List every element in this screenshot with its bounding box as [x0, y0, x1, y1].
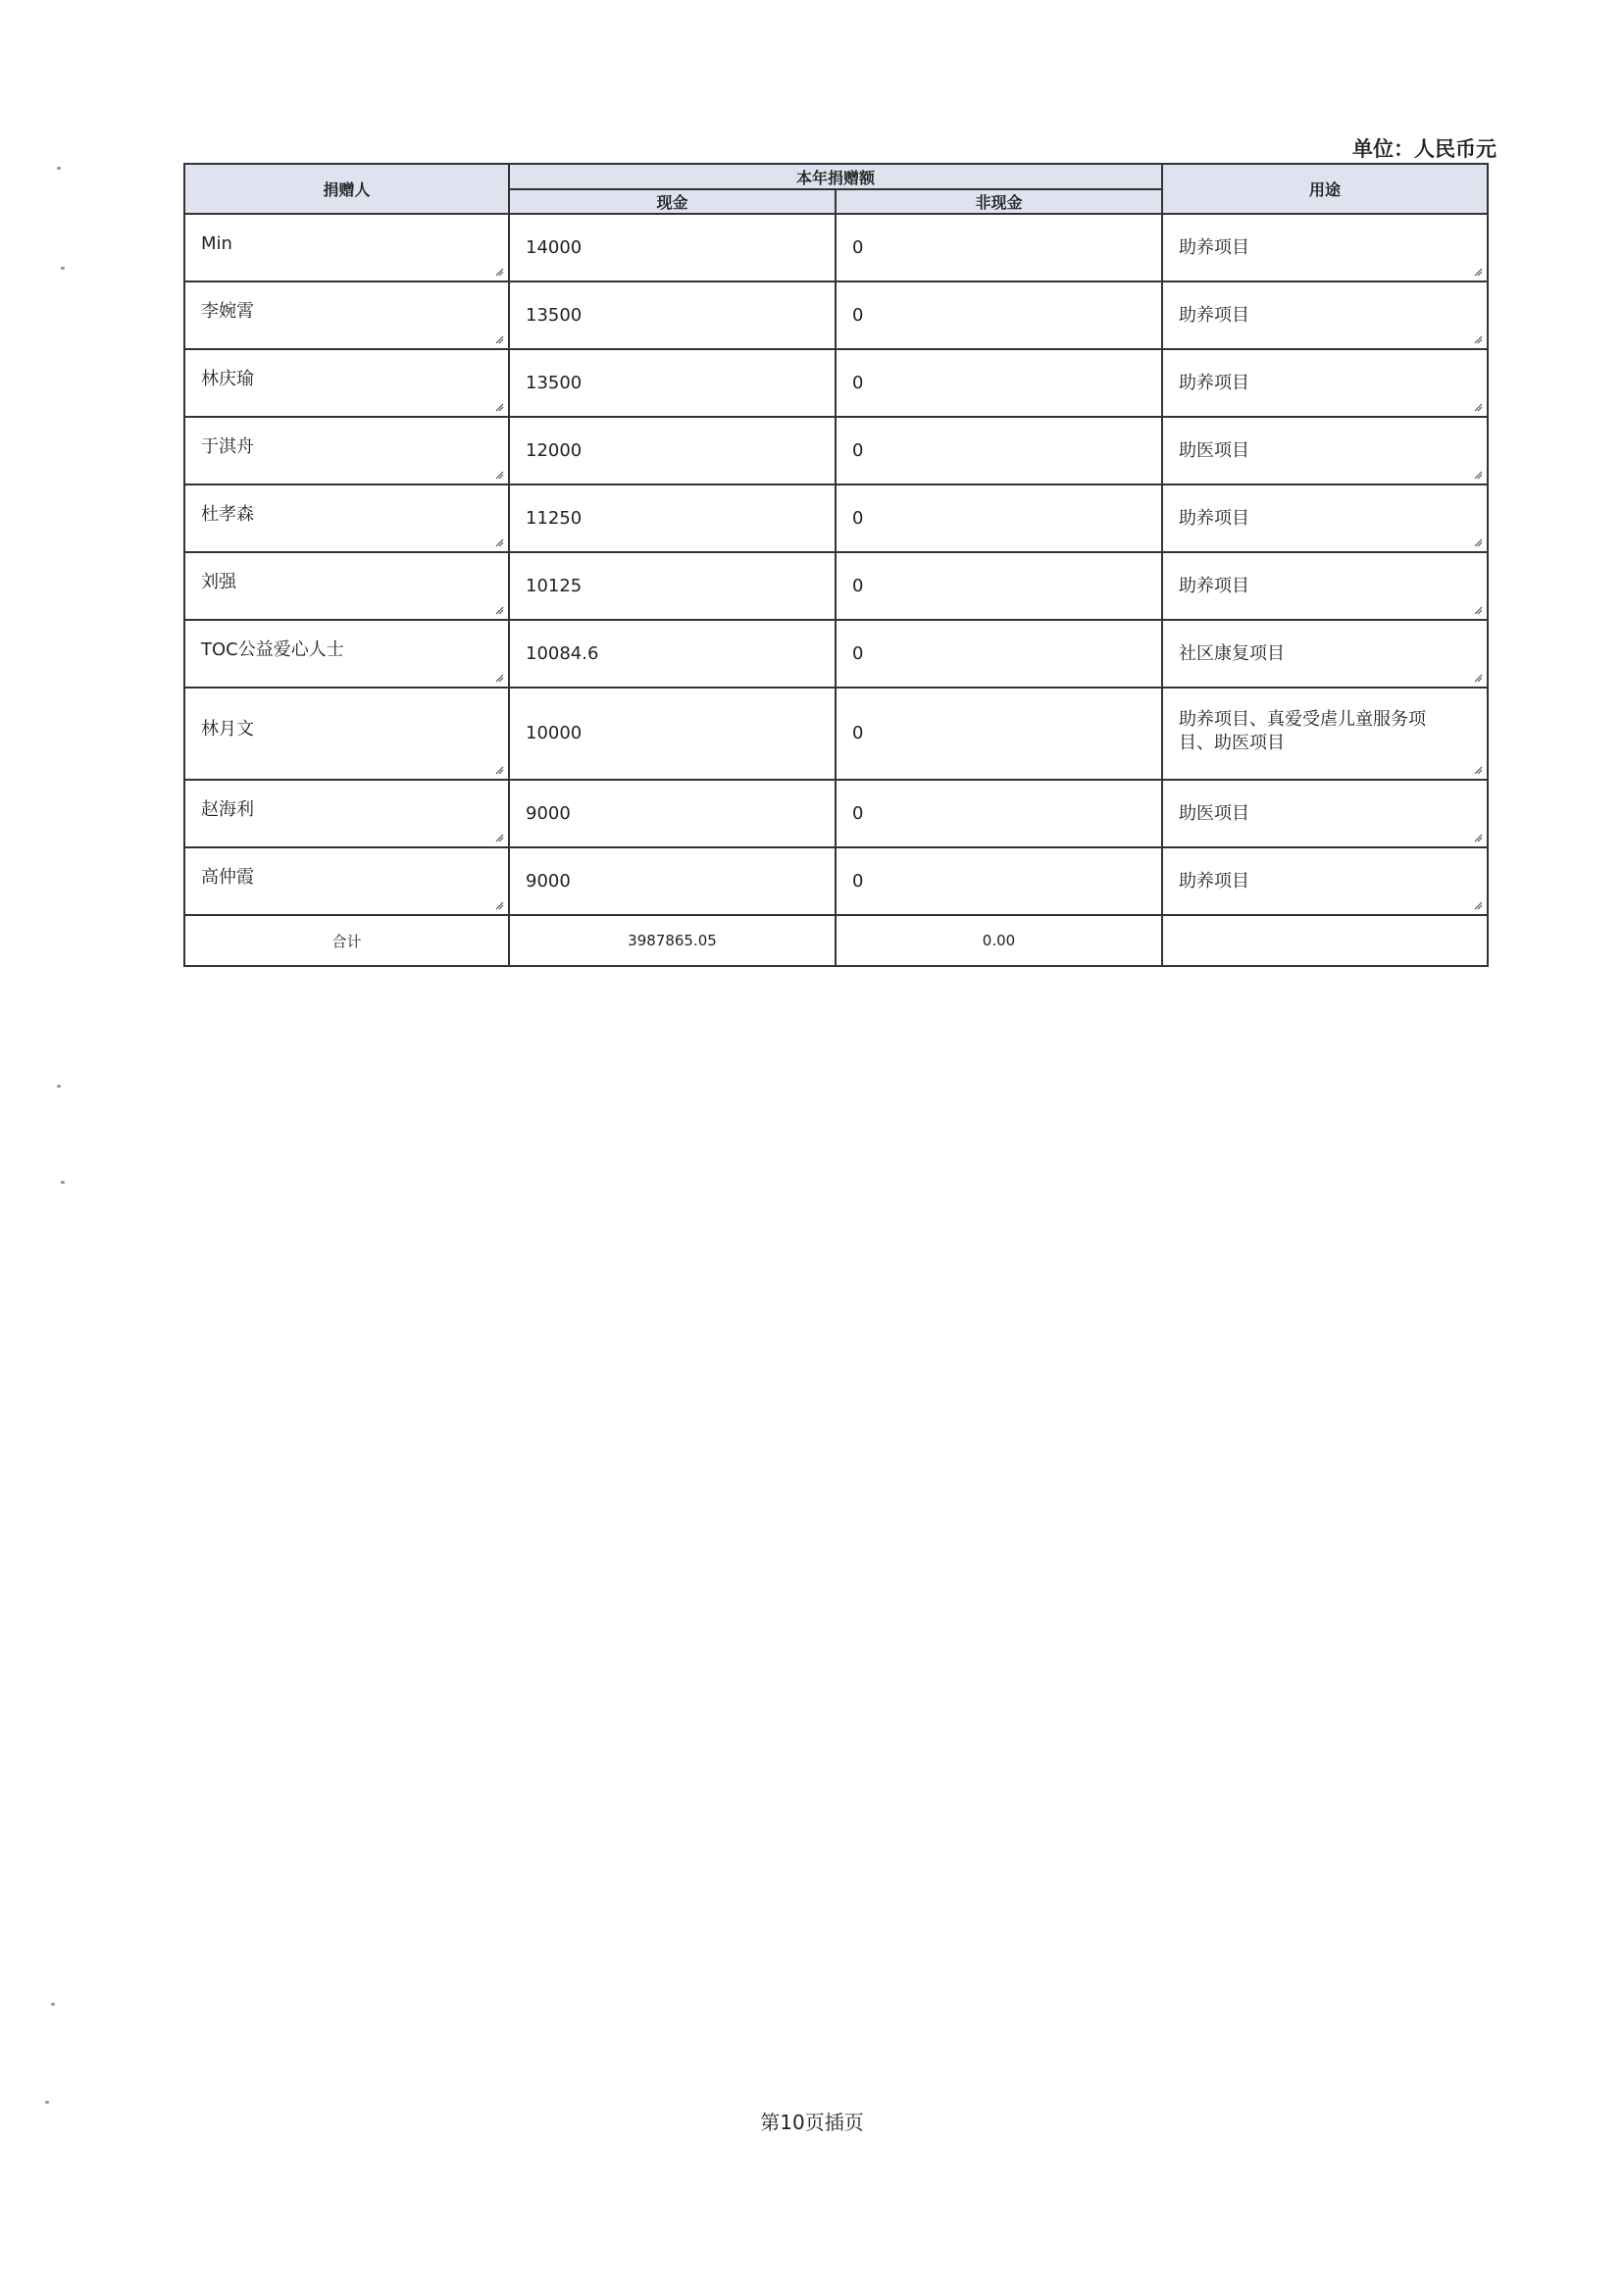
donor-name: 林月文 — [201, 719, 254, 739]
donor-name: 林庆瑜 — [201, 369, 254, 389]
resize-handle-icon[interactable] — [1473, 334, 1483, 344]
non-cash-field[interactable] — [836, 281, 1162, 349]
resize-handle-icon[interactable] — [1473, 470, 1483, 480]
donor-field[interactable] — [184, 847, 509, 915]
resize-handle-icon[interactable] — [494, 537, 504, 547]
resize-handle-icon[interactable] — [494, 334, 504, 344]
non-cash-field[interactable] — [836, 214, 1162, 281]
donor-field[interactable] — [184, 552, 509, 620]
resize-handle-icon[interactable] — [494, 605, 504, 615]
non-cash-value: 0 — [852, 643, 864, 664]
cash-field[interactable] — [509, 780, 836, 847]
non-cash-value: 0 — [852, 576, 864, 596]
non-cash-field[interactable] — [836, 780, 1162, 847]
purpose-value: 社区康复项目 — [1179, 643, 1286, 664]
resize-handle-icon[interactable] — [1473, 833, 1483, 842]
cash-value: 10084.6 — [526, 643, 599, 664]
purpose-value: 助养项目 — [1179, 237, 1250, 258]
cash-value: 13500 — [526, 373, 583, 393]
resize-handle-icon[interactable] — [494, 673, 504, 683]
table-row — [184, 688, 1488, 780]
header-cash: 现金 — [509, 189, 836, 214]
table-row — [184, 484, 1488, 552]
donor-name: 赵海利 — [201, 799, 254, 820]
total-label: 合计 — [184, 915, 509, 966]
cash-value: 13500 — [526, 305, 583, 326]
non-cash-field[interactable] — [836, 417, 1162, 484]
cash-field[interactable] — [509, 847, 836, 915]
resize-handle-icon[interactable] — [494, 900, 504, 910]
cash-value: 14000 — [526, 237, 583, 258]
purpose-value: 助养项目 — [1179, 508, 1250, 529]
purpose-field[interactable] — [1162, 552, 1488, 620]
table-row — [184, 847, 1488, 915]
table-row — [184, 417, 1488, 484]
table-row — [184, 620, 1488, 688]
donor-field[interactable] — [184, 214, 509, 281]
cash-value: 11250 — [526, 508, 583, 529]
table-row — [184, 214, 1488, 281]
cash-field[interactable] — [509, 349, 836, 417]
purpose-field[interactable] — [1162, 847, 1488, 915]
purpose-field[interactable] — [1162, 780, 1488, 847]
cash-value: 10000 — [526, 723, 583, 743]
donor-field[interactable] — [184, 484, 509, 552]
resize-handle-icon[interactable] — [1473, 900, 1483, 910]
non-cash-field[interactable] — [836, 552, 1162, 620]
cash-value: 9000 — [526, 871, 571, 892]
purpose-field[interactable] — [1162, 484, 1488, 552]
resize-handle-icon[interactable] — [1473, 673, 1483, 683]
non-cash-value: 0 — [852, 508, 864, 529]
non-cash-value: 0 — [852, 305, 864, 326]
page-footer: 第10页插页 — [760, 2111, 864, 2134]
donor-name: 李婉霄 — [201, 301, 254, 322]
purpose-field[interactable] — [1162, 349, 1488, 417]
total-cash: 3987865.05 — [509, 915, 836, 966]
non-cash-value: 0 — [852, 373, 864, 393]
non-cash-value: 0 — [852, 723, 864, 743]
purpose-value: 助养项目 — [1179, 871, 1250, 892]
cash-field[interactable] — [509, 281, 836, 349]
cash-field[interactable] — [509, 417, 836, 484]
header-non-cash: 非现金 — [836, 189, 1162, 214]
donor-field[interactable] — [184, 620, 509, 688]
purpose-value: 助养项目 — [1179, 305, 1250, 326]
table-row — [184, 552, 1488, 620]
donor-name: Min — [201, 233, 232, 254]
scan-speck — [51, 2003, 55, 2006]
donor-field[interactable] — [184, 780, 509, 847]
donor-name: TOC公益爱心人士 — [201, 639, 344, 660]
table-row — [184, 780, 1488, 847]
non-cash-field[interactable] — [836, 620, 1162, 688]
donor-field[interactable] — [184, 281, 509, 349]
cash-field[interactable] — [509, 484, 836, 552]
cash-value: 10125 — [526, 576, 583, 596]
non-cash-field[interactable] — [836, 847, 1162, 915]
donation-table — [183, 163, 1489, 967]
purpose-field[interactable] — [1162, 281, 1488, 349]
non-cash-value: 0 — [852, 440, 864, 461]
purpose-field[interactable] — [1162, 417, 1488, 484]
header-purpose: 用途 — [1162, 164, 1488, 214]
purpose-value: 助养项目 — [1179, 576, 1250, 596]
donor-name: 于淇舟 — [201, 436, 254, 457]
header-donor: 捐赠人 — [184, 164, 509, 214]
donor-name: 刘强 — [201, 572, 236, 592]
resize-handle-icon[interactable] — [1473, 267, 1483, 277]
resize-handle-icon[interactable] — [1473, 765, 1483, 775]
scan-speck — [57, 1085, 61, 1088]
cash-field[interactable] — [509, 688, 836, 780]
resize-handle-icon[interactable] — [494, 765, 504, 775]
total-purpose — [1162, 915, 1488, 966]
resize-handle-icon[interactable] — [494, 470, 504, 480]
total-row — [184, 915, 1488, 966]
table-row — [184, 281, 1488, 349]
scan-speck — [45, 2101, 49, 2104]
resize-handle-icon[interactable] — [1473, 605, 1483, 615]
scan-speck — [61, 267, 65, 270]
resize-handle-icon[interactable] — [494, 267, 504, 277]
donor-field[interactable] — [184, 688, 509, 780]
header-annual-amount: 本年捐赠额 — [509, 164, 1162, 189]
cash-value: 12000 — [526, 440, 583, 461]
resize-handle-icon[interactable] — [1473, 402, 1483, 412]
unit-label: 单位：人民币元 — [1352, 137, 1497, 161]
cash-field[interactable] — [509, 214, 836, 281]
purpose-value: 助养项目 — [1179, 373, 1250, 393]
cash-field[interactable] — [509, 552, 836, 620]
purpose-field[interactable] — [1162, 688, 1488, 780]
purpose-value: 助养项目、真爱受虐儿童服务项目、助医项目 — [1179, 709, 1427, 753]
resize-handle-icon[interactable] — [494, 833, 504, 842]
scan-speck — [61, 1181, 65, 1184]
purpose-value: 助医项目 — [1179, 440, 1250, 461]
donor-field[interactable] — [184, 417, 509, 484]
donor-name: 杜孝森 — [201, 504, 254, 525]
non-cash-value: 0 — [852, 871, 864, 892]
cash-value: 9000 — [526, 803, 571, 824]
purpose-field[interactable] — [1162, 620, 1488, 688]
resize-handle-icon[interactable] — [1473, 537, 1483, 547]
non-cash-value: 0 — [852, 803, 864, 824]
donor-name: 高仲霞 — [201, 867, 254, 888]
purpose-field[interactable] — [1162, 214, 1488, 281]
scan-speck — [57, 167, 61, 170]
non-cash-field[interactable] — [836, 688, 1162, 780]
non-cash-value: 0 — [852, 237, 864, 258]
donor-field[interactable] — [184, 349, 509, 417]
total-non-cash: 0.00 — [836, 915, 1162, 966]
non-cash-field[interactable] — [836, 349, 1162, 417]
resize-handle-icon[interactable] — [494, 402, 504, 412]
cash-field[interactable] — [509, 620, 836, 688]
table-row — [184, 349, 1488, 417]
non-cash-field[interactable] — [836, 484, 1162, 552]
purpose-value: 助医项目 — [1179, 803, 1250, 824]
